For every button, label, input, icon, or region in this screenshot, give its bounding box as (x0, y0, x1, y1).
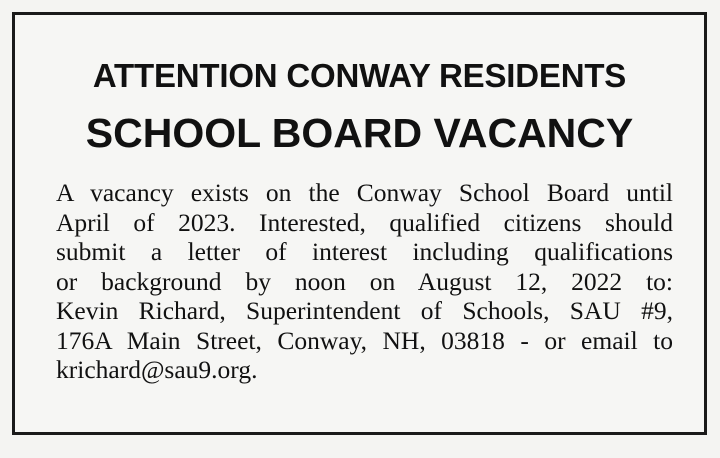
notice-box (12, 12, 707, 435)
body-line: 176A Main Street, Conway, NH, 03818 - or email to (56, 325, 673, 355)
body-line: A vacancy exists on the Conway School Board until (56, 178, 673, 207)
headline-attention: ATTENTION CONWAY RESIDENTS (92, 57, 627, 94)
body-line: or background by noon on August 12, 2022 to: (56, 266, 673, 296)
body-line: April of 2023. Interested, qualified citizens should (56, 207, 673, 237)
notice-body (56, 178, 673, 385)
email-address[interactable]: krichard@sau9.org. (56, 355, 258, 384)
body-line: submit a letter of interest including qualifications (56, 237, 673, 266)
body-line: Kevin Richard, Superintendent of Schools, SAU #9, (56, 296, 673, 325)
headline-vacancy: SCHOOL BOARD VACANCY (85, 110, 634, 156)
